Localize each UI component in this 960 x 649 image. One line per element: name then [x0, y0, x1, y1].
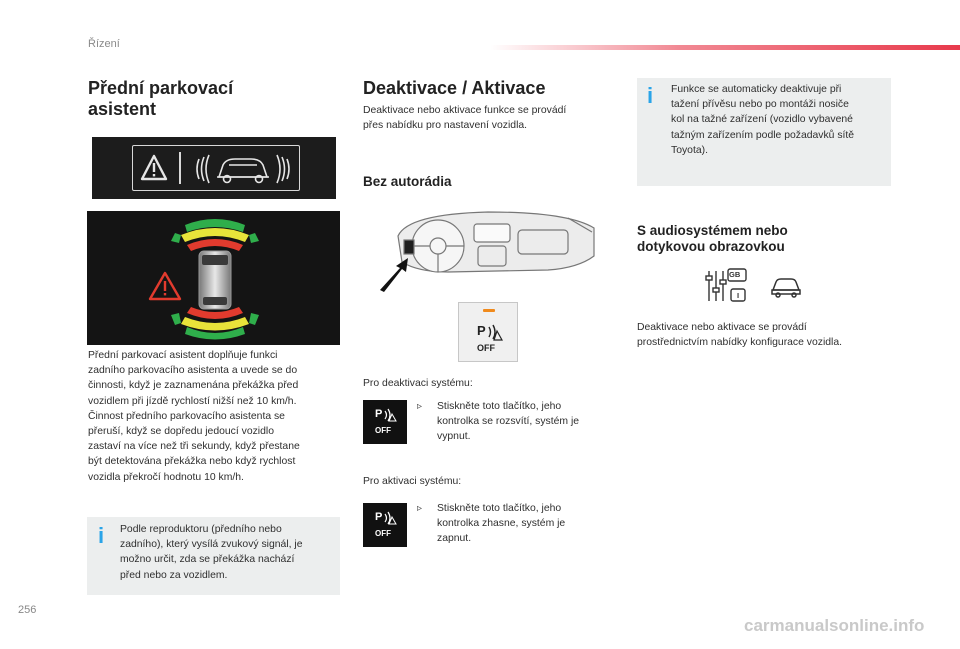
trailer-info-text: Funkce se automaticky deaktivuje při tažení přívěsu nebo po montáži nosiče kol na tažné zařízení (vozidlo vybavené tažným zařízením podle požadavků sítě Toyota). — [671, 84, 855, 156]
speaker-info-box — [87, 517, 340, 595]
poff-p-label: P — [375, 511, 383, 523]
deactivation-intro: Deaktivace nebo aktivace funkce se provádí přes nabídku pro nastavení vozidla. — [363, 105, 567, 132]
sensor-waves-icon — [383, 408, 397, 422]
warning-triangle-icon — [139, 151, 169, 185]
car-sensor-icon — [189, 149, 297, 189]
warning-display-panel — [92, 137, 336, 199]
display-divider — [179, 152, 181, 184]
info-icon: i — [98, 523, 105, 548]
section-label: Řízení — [88, 38, 120, 50]
poff-p-label: P — [477, 323, 486, 338]
watermark: carmanualsonline.info — [744, 616, 925, 635]
activate-step: Stiskněte toto tlačítko, jeho kontrolka zhasne, systém je zapnut. — [437, 503, 566, 545]
park-assist-off-button-illustration — [458, 302, 518, 362]
language-badge-i: I — [737, 291, 740, 300]
poff-off-label: OFF — [375, 426, 391, 435]
button-led — [483, 309, 495, 312]
audio-system-text: Deaktivace nebo aktivace se provádí prostřednictvím nabídky konfigurace vozidla. — [637, 322, 843, 349]
no-radio-subtitle: Bez autorádia — [363, 174, 452, 189]
settings-menu-icons — [700, 268, 804, 304]
deactivate-step: Stiskněte toto tlačítko, jeho kontrolka se rozsvítí, systém je vypnut. — [437, 401, 580, 443]
bullet-arrow-icon: ▹ — [417, 503, 423, 514]
page-number: 256 — [18, 604, 37, 616]
info-icon: i — [647, 83, 654, 108]
parking-sensor-display — [87, 211, 340, 345]
deactivate-label: Pro deaktivaci systému: — [363, 378, 473, 389]
car-settings-icon — [770, 276, 802, 298]
sliders-settings-icon — [704, 268, 748, 304]
sensor-waves-icon — [383, 511, 397, 525]
front-parking-title: Přední parkovací asistent — [88, 78, 234, 119]
speaker-info-text: Podle reproduktoru (předního nebo zadního), který vysílá zvukový signál, je možno určit, zda se překážka nachází před nebo za vozidlem. — [120, 524, 303, 581]
front-parking-description: Přední parkovací asistent doplňuje funkci zadního parkovacího asistenta a uvede se do činnosti, když je zaznamenána překážka před vozidlem při jízdě rychlostí nižší než 10 km/h. Činnost předního parkovacího asistenta se přeruší, když se dopředu jedoucí vozidlo zastaví na více než tři sekundy, když přestane být detektována překážka nebo když rychlost vozidla překročí hodnotu 10 km/h. — [88, 350, 300, 483]
header-accent-rule — [490, 45, 960, 50]
audio-system-subtitle: S audiosystémem nebo dotykovou obrazovkou — [637, 223, 788, 254]
parking-zones-graphic — [87, 211, 340, 345]
poff-off-label: OFF — [477, 343, 495, 353]
dashboard-illustration — [378, 206, 600, 296]
sensor-waves-icon — [487, 323, 503, 341]
poff-off-label: OFF — [375, 529, 391, 538]
park-assist-off-button-deactivate[interactable] — [363, 400, 407, 444]
bullet-arrow-icon: ▹ — [417, 401, 423, 412]
trailer-info-box — [637, 78, 891, 186]
activate-label: Pro aktivaci systému: — [363, 476, 462, 487]
display-frame — [132, 145, 300, 191]
deactivation-title: Deaktivace / Aktivace — [363, 78, 546, 98]
poff-p-label: P — [375, 408, 383, 420]
language-badge-gb: GB — [729, 270, 741, 279]
park-assist-off-button-activate[interactable] — [363, 503, 407, 547]
